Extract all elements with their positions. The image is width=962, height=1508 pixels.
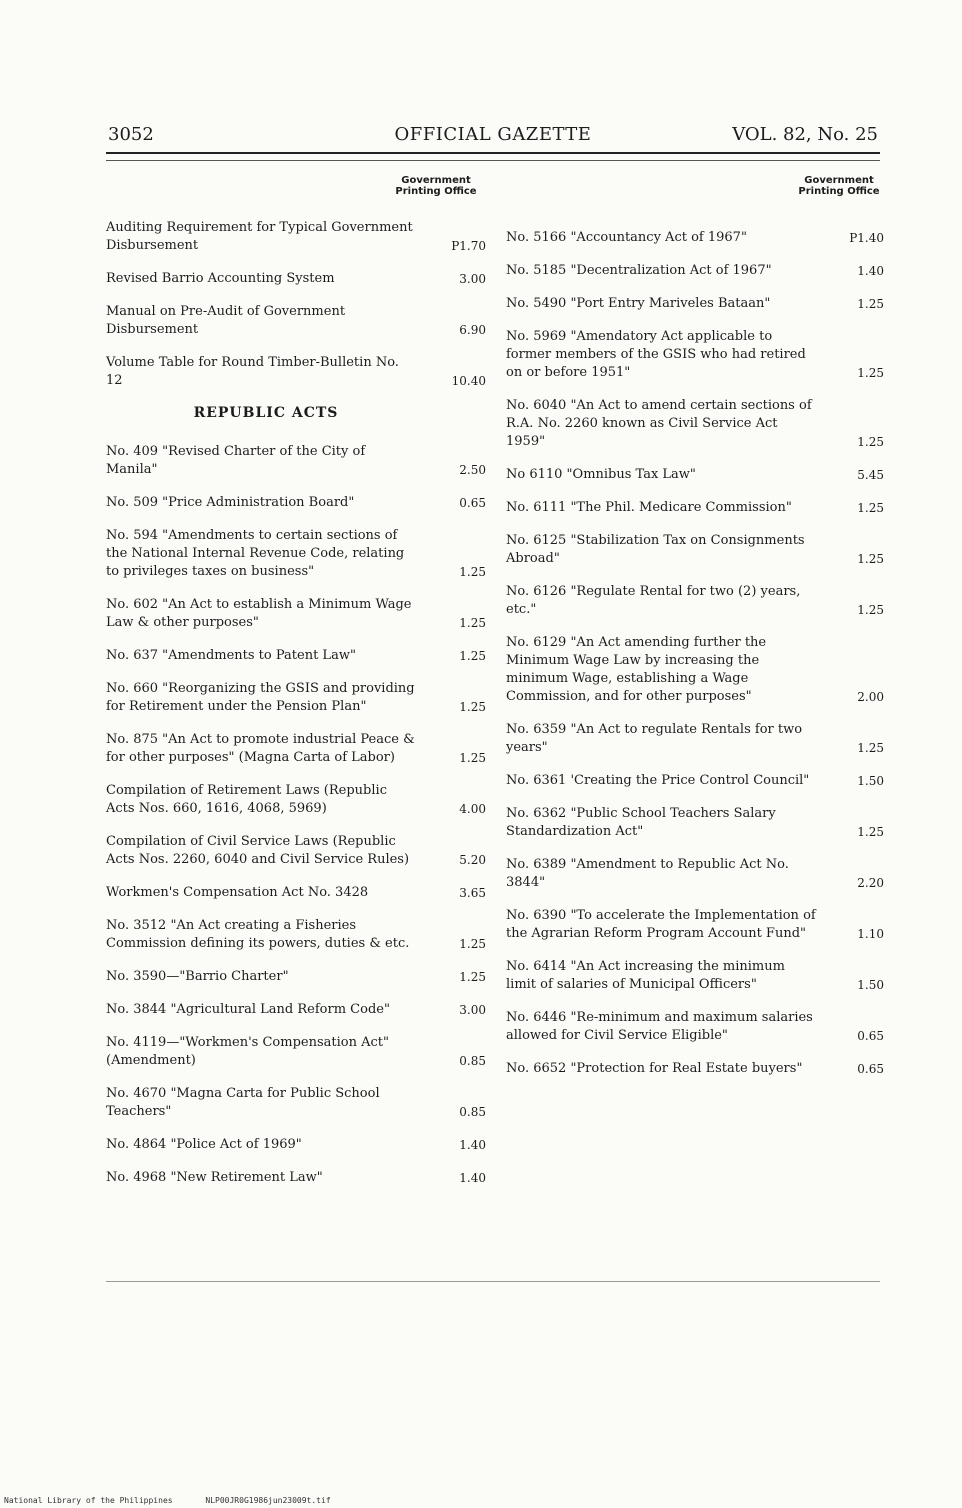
- price-list-entry: [506, 907, 884, 943]
- entry-price: 1.25: [459, 970, 486, 984]
- entry-title: No. 6446 "Re-minimum and maximum salaries allowed for Civil Service Eligible": [506, 1010, 813, 1043]
- entry-title: No. 5969 "Amendatory Act applicable to former members of the GSIS who had retired on or before 1951": [506, 329, 806, 380]
- entry-title: No. 409 "Revised Charter of the City of Manila": [106, 444, 366, 477]
- price-list-entry: [506, 634, 884, 706]
- entry-price: 0.85: [459, 1105, 486, 1119]
- price-list-entry: [106, 884, 486, 902]
- entry-title: No. 4670 "Magna Carta for Public School Teachers": [106, 1086, 380, 1119]
- entry-title: No. 6361 'Creating the Price Control Council": [506, 773, 810, 788]
- entry-price: 3.00: [459, 272, 486, 286]
- left-entries: [106, 443, 486, 1187]
- entry-title: No. 6414 "An Act increasing the minimum limit of salaries of Municipal Officers": [506, 959, 785, 992]
- price-list-entry: [106, 731, 486, 767]
- entry-title: Compilation of Civil Service Laws (Republic Acts Nos. 2260, 6040 and Civil Service Rules): [106, 834, 410, 867]
- entry-title: No. 594 "Amendments to certain sections of the National Internal Revenue Code, relating to privileges taxes on business": [106, 528, 405, 579]
- entry-title: No. 6390 "To accelerate the Implementation of the Agrarian Reform Program Account Fund": [506, 908, 816, 941]
- price-list-entry: [506, 1060, 884, 1078]
- entry-title: Auditing Requirement for Typical Government Disbursement: [106, 220, 413, 253]
- left-entries-top: [106, 219, 486, 390]
- price-list-entry: [506, 772, 884, 790]
- left-column-head: Government Printing Office: [395, 175, 477, 197]
- price-list-entry: [506, 1009, 884, 1045]
- entry-title: Volume Table for Round Timber-Bulletin No. 12: [106, 355, 399, 388]
- price-list-entry: [106, 833, 486, 869]
- entry-title: No. 6359 "An Act to regulate Rentals for two years": [506, 722, 803, 755]
- price-list-entry: [506, 229, 884, 247]
- entry-price: 1.25: [857, 366, 884, 380]
- entry-title: No. 5490 "Port Entry Mariveles Bataan": [506, 296, 771, 311]
- entry-title: No. 3512 "An Act creating a Fisheries Commission defining its powers, duties & etc.: [106, 918, 410, 951]
- price-list-entry: [106, 680, 486, 716]
- entry-title: No. 6111 "The Phil. Medicare Commission": [506, 500, 792, 515]
- entry-title: No. 4119—"Workmen's Compensation Act" (Amendment): [106, 1035, 389, 1068]
- price-list-entry: [506, 328, 884, 382]
- entry-price: 1.25: [857, 435, 884, 449]
- library-credit: National Library of the Philippines: [4, 1496, 173, 1505]
- price-list-entry: [506, 262, 884, 280]
- entry-price: 5.20: [459, 853, 486, 867]
- price-list-entry: [106, 494, 486, 512]
- entry-title: No. 3590—"Barrio Charter": [106, 969, 289, 984]
- entry-title: Manual on Pre-Audit of Government Disbursement: [106, 304, 346, 337]
- entry-price: 2.00: [857, 690, 884, 704]
- price-list-entry: [506, 532, 884, 568]
- price-list-entry: [506, 397, 884, 451]
- entry-title: No 6110 "Omnibus Tax Law": [506, 467, 696, 482]
- entry-price: 0.85: [459, 1054, 486, 1068]
- entry-price: 1.25: [857, 552, 884, 566]
- price-list-entry: [106, 303, 486, 339]
- entry-title: No. 6126 "Regulate Rental for two (2) years, etc.": [506, 584, 801, 617]
- price-list-entry: [106, 647, 486, 665]
- header-rule: [106, 152, 880, 154]
- right-column-head: Government Printing Office: [798, 175, 880, 197]
- entry-price: 0.65: [857, 1062, 884, 1076]
- entry-price: 1.50: [857, 978, 884, 992]
- entry-title: No. 6125 "Stabilization Tax on Consignments Abroad": [506, 533, 805, 566]
- entry-title: No. 509 "Price Administration Board": [106, 495, 355, 510]
- entry-price: P1.40: [849, 231, 884, 245]
- price-list-entry: [506, 856, 884, 892]
- entry-price: 1.25: [857, 825, 884, 839]
- entry-price: 1.10: [857, 927, 884, 941]
- entry-price: 1.50: [857, 774, 884, 788]
- price-list-entry: [506, 958, 884, 994]
- section-title: REPUBLIC ACTS: [193, 405, 339, 421]
- left-column: [106, 175, 486, 1202]
- entry-price: 3.65: [459, 886, 486, 900]
- entry-price: 1.25: [459, 565, 486, 579]
- entry-price: 1.25: [459, 649, 486, 663]
- right-column: [506, 175, 884, 1093]
- price-list-entry: [506, 295, 884, 313]
- price-list-entry: [506, 805, 884, 841]
- entry-title: No. 6129 "An Act amending further the Minimum Wage Law by increasing the minimum Wage, establishing a Wage Commission, and for other purposes": [506, 635, 767, 704]
- entry-title: No. 5166 "Accountancy Act of 1967": [506, 230, 747, 245]
- header-subrule: [106, 160, 880, 161]
- entry-price: 1.25: [857, 501, 884, 515]
- price-list-entry: [106, 1136, 486, 1154]
- entry-price: 6.90: [459, 323, 486, 337]
- entry-price: 1.40: [459, 1138, 486, 1152]
- price-list-entry: [106, 527, 486, 581]
- entry-title: No. 6040 "An Act to amend certain sections of R.A. No. 2260 known as Civil Service Act 1959": [506, 398, 812, 449]
- price-list-entry: [106, 1034, 486, 1070]
- entry-title: No. 660 "Reorganizing the GSIS and providing for Retirement under the Pension Plan": [106, 681, 415, 714]
- entry-price: 1.40: [857, 264, 884, 278]
- entry-title: No. 4968 "New Retirement Law": [106, 1170, 323, 1185]
- footer-rule: [106, 1281, 880, 1282]
- entry-price: 1.25: [459, 616, 486, 630]
- entry-price: 1.25: [459, 751, 486, 765]
- entry-title: No. 5185 "Decentralization Act of 1967": [506, 263, 772, 278]
- entry-price: 2.50: [459, 463, 486, 477]
- price-list-entry: [506, 721, 884, 757]
- volume-number: VOL. 82, No. 25: [732, 124, 878, 145]
- price-list-entry: [106, 1085, 486, 1121]
- entry-price: 3.00: [459, 1003, 486, 1017]
- entry-price: 1.25: [857, 297, 884, 311]
- price-list-entry: [106, 917, 486, 953]
- price-list-entry: [106, 1169, 486, 1187]
- file-name: NLP00JR0G1986jun23009t.tif: [205, 1496, 331, 1505]
- price-list-entry: [106, 270, 486, 288]
- entry-price: 1.25: [857, 741, 884, 755]
- page-number: 3052: [108, 124, 154, 145]
- price-list-entry: [106, 443, 486, 479]
- entry-title: Compilation of Retirement Laws (Republic Acts Nos. 660, 1616, 4068, 5969): [106, 783, 387, 816]
- page-header: [108, 124, 878, 154]
- entry-title: No. 875 "An Act to promote industrial Peace & for other purposes" (Magna Carta of Labor): [106, 732, 415, 765]
- price-list-entry: [506, 499, 884, 517]
- entry-price: 10.40: [451, 374, 486, 388]
- publication-title: OFFICIAL GAZETTE: [394, 124, 592, 145]
- entry-price: 4.00: [459, 802, 486, 816]
- entry-price: 2.20: [857, 876, 884, 890]
- entry-title: No. 637 "Amendments to Patent Law": [106, 648, 356, 663]
- price-list-entry: [106, 968, 486, 986]
- entry-title: No. 4864 "Police Act of 1969": [106, 1137, 302, 1152]
- price-list-entry: [106, 782, 486, 818]
- entry-title: No. 602 "An Act to establish a Minimum Wage Law & other purposes": [106, 597, 412, 630]
- price-list-entry: [106, 354, 486, 390]
- entry-title: No. 6362 "Public School Teachers Salary Standardization Act": [506, 806, 776, 839]
- entry-price: 0.65: [459, 496, 486, 510]
- price-list-entry: [106, 1001, 486, 1019]
- entry-title: No. 6652 "Protection for Real Estate buyers": [506, 1061, 803, 1076]
- entry-title: Workmen's Compensation Act No. 3428: [106, 885, 369, 900]
- entry-price: 1.25: [459, 700, 486, 714]
- entry-price: 1.25: [459, 937, 486, 951]
- entry-title: No. 3844 "Agricultural Land Reform Code": [106, 1002, 390, 1017]
- entry-title: Revised Barrio Accounting System: [106, 271, 335, 286]
- price-list-entry: [506, 583, 884, 619]
- entry-price: 0.65: [857, 1029, 884, 1043]
- entry-price: 1.25: [857, 603, 884, 617]
- price-list-entry: [106, 219, 486, 255]
- entry-price: 5.45: [857, 468, 884, 482]
- entry-price: P1.70: [451, 239, 486, 253]
- price-list-entry: [506, 466, 884, 484]
- scan-footer: [4, 1496, 359, 1505]
- entry-price: 1.40: [459, 1171, 486, 1185]
- price-list-entry: [106, 596, 486, 632]
- right-entries: [506, 229, 884, 1078]
- entry-title: No. 6389 "Amendment to Republic Act No. 3844": [506, 857, 789, 890]
